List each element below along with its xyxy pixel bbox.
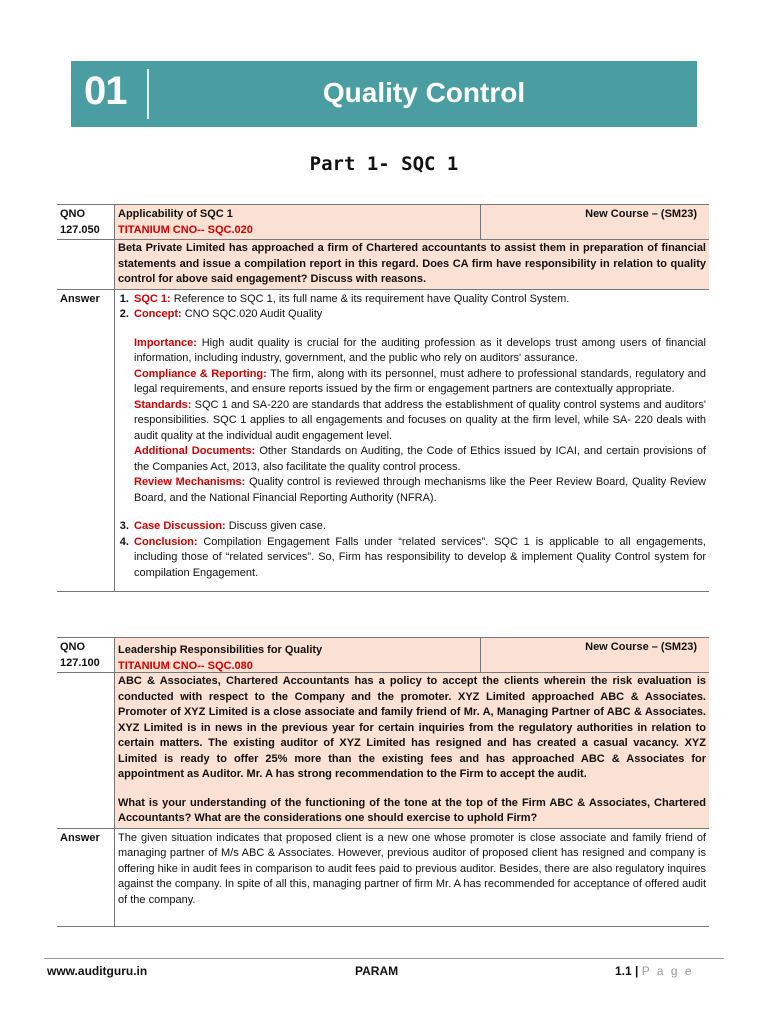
question-text: Beta Private Limited has approached a firm of Chartered accountants to assist them in preparation of financial statements and issue a compilation report in this regard. Does CA firm have responsibility in relation to quality control for above said engagement? Discuss with reasons. [114, 240, 709, 289]
topic-title: Leadership Responsibilities for Quality [118, 644, 323, 656]
answer-point: 2. Concept: CNO SQC.020 Audit Quality [132, 307, 706, 323]
question-block-1 [57, 204, 709, 592]
part-title: Part 1- SQC 1 [309, 153, 459, 175]
qno-label: QNO [60, 641, 86, 653]
footer-page [615, 964, 694, 978]
cno-code: TITANIUM CNO-- SQC.080 [118, 659, 253, 672]
question-text [114, 673, 709, 828]
page-word: P a g e [641, 964, 694, 978]
question-paragraph: ABC & Associates, Chartered Accountants has a policy to accept the clients wherein the risk evaluation is conducted with respect to the Company and the promoter. XYZ Limited approached ABC & Associates. Promoter of XYZ Limited is a close associate and family friend of Mr. A, Managing Partner of ABC & Associates. XYZ Limited is in news in the previous year for certain inquiries from the regulatory authorities in relation to certain matters. The existing auditor of XYZ Limited has resigned and has created a casual vacancy. XYZ Limited is ready to offer 25% more than the existing fees and has approached ABC & Associates for appointment as Auditor. Mr. A has strong recommendation to the Firm to accept the audit. [118, 675, 706, 780]
qno-value: 127.050 [60, 223, 100, 236]
topic-cell [114, 205, 481, 239]
answer-row [57, 289, 709, 593]
footer-center: PARAM [355, 964, 399, 978]
answer-point: 4. Conclusion: Compilation Engagement Falls under “related services”. SQC 1 is applicable to all engagements, including those of “related services”. So, Firm has responsibility to develop & implement Quality Control system for compilation Engagement. [132, 535, 706, 582]
question-header [57, 204, 709, 240]
course-label: New Course – (SM23) [481, 205, 709, 239]
question-block-2 [57, 637, 709, 927]
question-header [57, 637, 709, 673]
chapter-banner [71, 61, 697, 127]
answer-body [114, 290, 709, 592]
cno-code: TITANIUM CNO-- SQC.020 [118, 223, 253, 236]
answer-body [114, 829, 709, 927]
answer-label: Answer [60, 292, 100, 305]
answer-text: The given situation indicates that proposed client is a new one whose promoter is close associate and family friend of managing partner of M/s ABC & Associates. However, previous auditor of proposed client has resigned and company is offering hike in audit fees in comparison to audit fees paid to previous auditor. Besides, there are also regulatory inquires against the company. In spite of all this, managing partner of firm Mr. A has recommended for acceptance of offered audit of the company. [118, 831, 706, 906]
banner-divider [147, 69, 149, 119]
answer-points-continued [118, 519, 706, 581]
topic-cell [114, 638, 481, 672]
answer-label: Answer [60, 831, 100, 844]
answer-row [57, 828, 709, 928]
detail-compliance: Compliance & Reporting: The firm, along with its personnel, must adhere to professional standards, regulatory and legal requirements, and ensure reports issued by the firm or engagement partners are contextually appropriate. [134, 367, 707, 395]
question-row [57, 240, 709, 289]
qno-cell [57, 205, 114, 239]
answer-points [118, 292, 706, 323]
concept-details [118, 336, 706, 507]
detail-importance: Importance: High audit quality is crucial for the auditing profession as it develops trust among users of financial information, including industry, government, and the public who rely on auditors' assurance. [134, 336, 706, 364]
page-separator: | [635, 964, 639, 978]
chapter-number: 01 [84, 69, 127, 113]
question-row [57, 673, 709, 828]
topic-title: Applicability of SQC 1 [118, 208, 233, 220]
footer-divider [44, 958, 724, 959]
page-number: 1.1 [615, 964, 632, 978]
chapter-title: Quality Control [322, 77, 526, 108]
answer-point: 1. SQC 1: Reference to SQC 1, its full name & its requirement have Quality Control System. [132, 292, 706, 308]
qno-cell [57, 638, 114, 672]
detail-standards: Standards: SQC 1 and SA-220 are standards that address the establishment of quality control systems and auditors' responsibilities. SQC 1 applies to all engagements and focuses on quality at the firm level, while SA- 220 deals with audit quality at the individual audit engagement level. [134, 398, 706, 442]
answer-point: 3. Case Discussion: Discuss given case. [132, 519, 706, 535]
qno-value: 127.100 [60, 656, 100, 669]
course-label: New Course – (SM23) [481, 638, 709, 672]
question-paragraph: What is your understanding of the functioning of the tone at the top of the Firm ABC & Associates, Chartered Accountants? What are the considerations one should exercise to uphold Firm? [118, 796, 706, 824]
qno-label: QNO [60, 208, 86, 220]
footer-website[interactable]: www.auditguru.in [47, 964, 148, 978]
detail-additional-documents: Additional Documents: Other Standards on Auditing, the Code of Ethics issued by ICAI, and certain provisions of the Companies Act, 2013, also facilitate the quality control process. [134, 445, 706, 473]
detail-review-mechanisms: Review Mechanisms: Quality control is reviewed through mechanisms like the Peer Review Board, Quality Review Board, and the National Financial Reporting Authority (NFRA). [134, 476, 706, 504]
